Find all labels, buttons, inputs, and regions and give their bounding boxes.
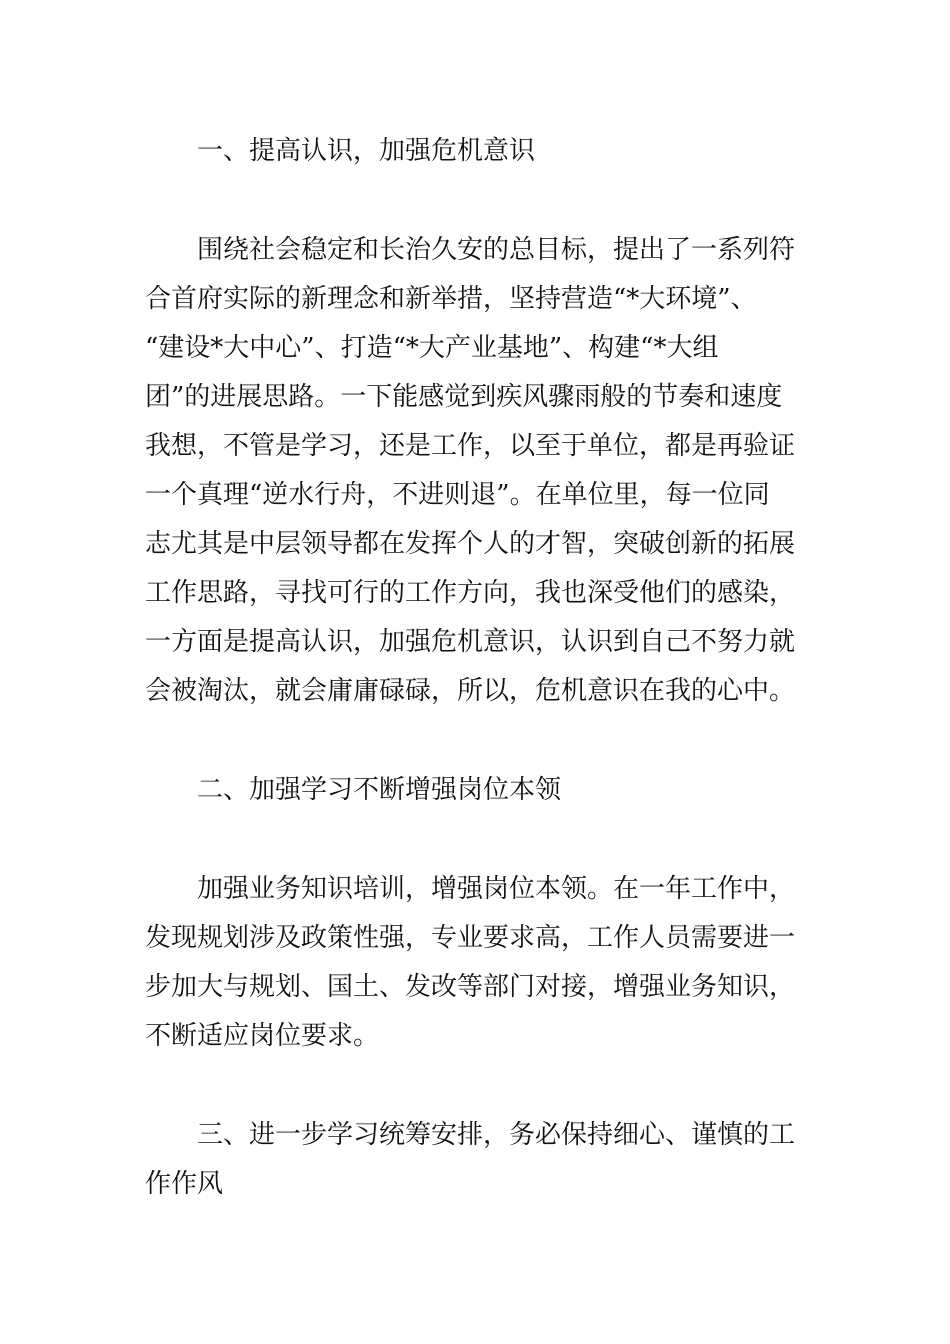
section-1-heading: 一、提高认识，加强危机意识 (197, 136, 536, 166)
paragraph-line: “建设*大中心”、打造“*大产业基地”、构建“*大组 (145, 333, 719, 363)
paragraph-line: 志尤其是中层领导都在发挥个人的才智，突破创新的拓展 (145, 529, 796, 559)
section-2-heading: 二、加强学习不断增强岗位本领 (197, 775, 562, 805)
paragraph-line: 发现规划涉及政策性强，专业要求高，工作人员需要进一 (145, 923, 796, 953)
paragraph-line: 步加大与规划、国土、发改等部门对接，增强业务知识， (145, 972, 796, 1002)
paragraph-line: 团”的进展思路。一下能感觉到疾风骤雨般的节奏和速度 (145, 382, 783, 412)
paragraph-line: 围绕社会稳定和长治久安的总目标，提出了一系列符 (197, 235, 796, 265)
section-3-heading-continuation: 作作风 (145, 1169, 224, 1199)
paragraph-line: 一方面是提高认识，加强危机意识，认识到自己不努力就 (145, 627, 796, 657)
paragraph-line: 工作思路，寻找可行的工作方向，我也深受他们的感染， (145, 578, 796, 608)
section-3-heading: 三、进一步学习统筹安排，务必保持细心、谨慎的工 (197, 1120, 796, 1150)
paragraph-line: 不断适应岗位要求。 (145, 1021, 380, 1051)
paragraph-line: 一个真理“逆水行舟，不进则退”。在单位里，每一位同 (145, 480, 770, 510)
paragraph-line: 加强业务知识培训，增强岗位本领。在一年工作中， (197, 874, 796, 904)
paragraph-line: 我想，不管是学习，还是工作，以至于单位，都是再验证 (145, 431, 796, 461)
paragraph-line: 合首府实际的新理念和新举措，坚持营造“*大环境”、 (145, 284, 757, 314)
paragraph-line: 会被淘汰，就会庸庸碌碌，所以，危机意识在我的心中。 (145, 676, 796, 706)
